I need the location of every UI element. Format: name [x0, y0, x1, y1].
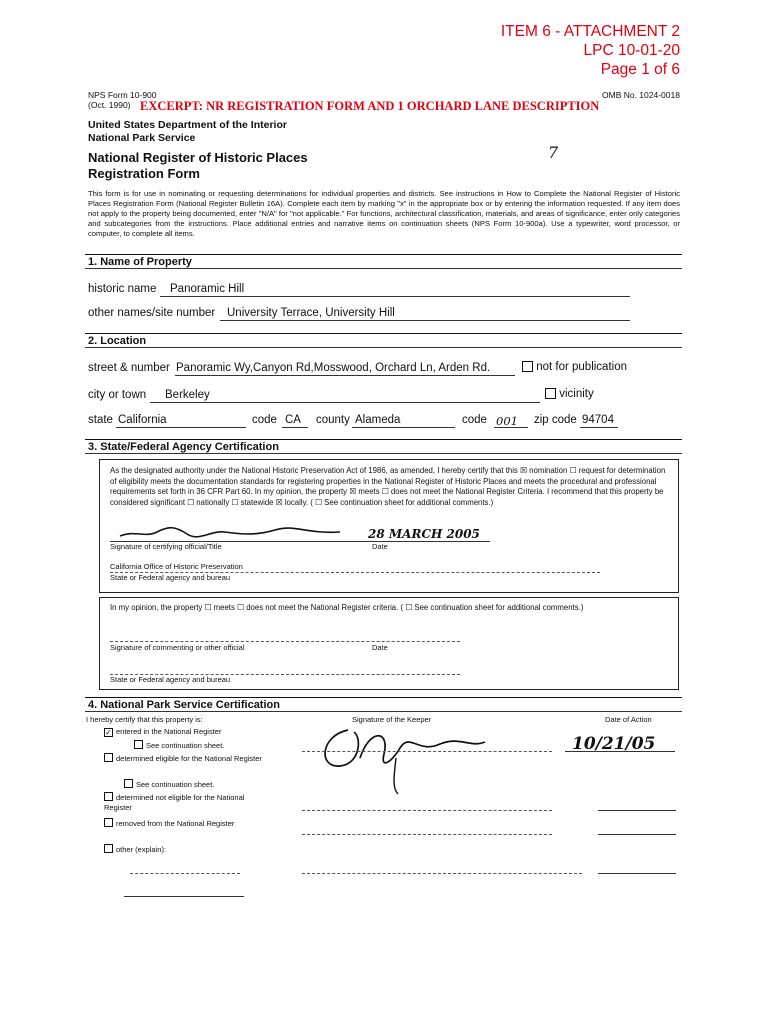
opinion-paragraph: In my opinion, the property ☐ meets ☐ does not meet the National Register criteria. ( ☐ See continuation sheet for additional comments.) — [110, 603, 584, 612]
street-value: Panoramic Wy,Canyon Rd,Mosswood, Orchard Ln, Arden Rd. — [176, 362, 491, 374]
section-rule — [85, 254, 682, 255]
vicinity-label: vicinity — [559, 388, 594, 400]
section3-title: 3. State/Federal Agency Certification — [88, 441, 279, 453]
county-code-label: code — [462, 414, 487, 426]
signature-label: Signature of certifying official/Title — [110, 542, 222, 551]
office-name: California Office of Historic Preservation — [110, 562, 243, 571]
attachment-item: ITEM 6 - ATTACHMENT 2 — [500, 23, 680, 40]
agency-block — [88, 119, 287, 145]
blank-line — [598, 834, 676, 835]
status-entered-checkbox[interactable]: ✓ — [105, 728, 112, 737]
state-value: California — [118, 414, 167, 426]
not-for-publication — [522, 361, 627, 373]
section-underline — [85, 453, 682, 454]
other-names-label: other names/site number — [88, 307, 216, 319]
city-label: city or town — [88, 389, 147, 401]
section-underline — [85, 347, 682, 348]
vicinity-checkbox[interactable] — [545, 388, 556, 399]
form-date: (Oct. 1990) — [88, 100, 131, 110]
blank-line — [598, 810, 676, 811]
state-label: state — [88, 414, 113, 426]
section-underline — [85, 711, 682, 712]
zip-value: 94704 — [582, 414, 614, 426]
status-continuation-2: See continuation sheet. — [104, 779, 264, 792]
historic-name-value: Panoramic Hill — [170, 283, 245, 295]
continuation-checkbox[interactable] — [124, 779, 133, 788]
status-not-eligible-checkbox[interactable] — [104, 792, 113, 801]
state-code-line — [282, 427, 308, 428]
section-rule — [85, 697, 682, 698]
corner-mark: 7 — [548, 143, 559, 162]
signature2-line — [110, 641, 460, 642]
street-label: street & number — [88, 362, 170, 374]
status-eligible-checkbox[interactable] — [104, 753, 113, 762]
historic-name-line — [160, 296, 630, 297]
attachment-header — [501, 22, 680, 79]
excerpt-banner: EXCERPT: NR REGISTRATION FORM AND 1 ORCHARD LANE DESCRIPTION — [140, 99, 600, 113]
omb-number: OMB No. 1024-0018 — [602, 90, 680, 100]
nps-status-list — [104, 727, 264, 857]
status-other-checkbox[interactable] — [104, 844, 113, 853]
vicinity — [545, 388, 594, 400]
section-underline — [85, 268, 682, 269]
section2-title: 2. Location — [88, 335, 147, 347]
keeper-label: Signature of the Keeper — [352, 715, 432, 724]
nps-certify-intro: I hereby certify that this property is: — [86, 715, 203, 724]
section-rule — [85, 439, 682, 440]
other-explain-line — [124, 896, 244, 897]
section4-title: 4. National Park Service Certification — [88, 699, 280, 711]
state-line — [116, 427, 246, 428]
not-for-publication-label: not for publication — [536, 361, 627, 373]
zip-label: zip code — [534, 414, 577, 426]
date-of-action-label: Date of Action — [605, 715, 652, 724]
county-code-line — [494, 427, 528, 428]
blank-line — [598, 873, 676, 874]
signature2-label: Signature of commenting or other official — [110, 643, 245, 652]
status-continuation-1: See continuation sheet. — [104, 740, 264, 753]
street-line — [175, 375, 515, 376]
other-explain-line — [130, 873, 240, 874]
continuation-checkbox[interactable] — [134, 740, 143, 749]
form-title-line2: Registration Form — [88, 166, 200, 181]
keeper-signature — [300, 718, 500, 798]
county-value: Alameda — [355, 414, 401, 426]
state-code-value: CA — [285, 414, 301, 426]
state-code-label: code — [252, 414, 277, 426]
blank-line — [302, 834, 552, 835]
city-value: Berkeley — [165, 389, 210, 401]
agency2-label: State or Federal agency and bureau — [110, 675, 231, 684]
section-rule — [85, 333, 682, 334]
county-label: county — [316, 414, 350, 426]
date2-label: Date — [372, 643, 388, 652]
keeper-line — [302, 751, 552, 752]
county-line — [352, 427, 455, 428]
department-name: United States Department of the Interior — [88, 119, 287, 131]
certification-paragraph: As the designated authority under the National Historic Preservation Act of 1986, as amended, I hereby certify that this ☒ nomination ☐ request for determination of eligibility meets the documentation standards for registering properties in the National Register of Historic Places and meets the procedural and professional requirements set forth in 36 CFR Part 60. In my opinion, the property ☒ meets ☐ does not meet the National Register Criteria. I recommend that this property be considered significant ☐ nationally ☐ statewide ☒ locally. ( ☐ See continuation sheet for additional comments.) — [110, 466, 666, 507]
date-label: Date — [372, 542, 388, 551]
service-name: National Park Service — [88, 132, 196, 144]
date-of-action-line — [565, 751, 675, 752]
section1-title: 1. Name of Property — [88, 256, 192, 268]
status-eligible: determined eligible for the National Register — [104, 753, 264, 779]
status-removed-checkbox[interactable] — [104, 818, 113, 827]
status-removed: removed from the National Register — [104, 818, 264, 844]
city-line — [150, 402, 540, 403]
attachment-page: Page 1 of 6 — [600, 61, 680, 78]
attachment-lpc: LPC 10-01-20 — [583, 42, 680, 59]
form-title-line1: National Register of Historic Places — [88, 150, 308, 165]
status-not-eligible: determined not eligible for the National Register — [104, 793, 245, 812]
county-code-value: 001 — [496, 414, 518, 428]
blank-line — [302, 810, 552, 811]
other-names-value: University Terrace, University Hill — [227, 307, 395, 319]
form-number: NPS Form 10-900 — [88, 90, 157, 100]
other-names-line — [220, 320, 630, 321]
status-other: other (explain): — [104, 844, 264, 857]
agency-label: State or Federal agency and bureau — [110, 573, 231, 582]
status-entered: ✓ entered in the National Register — [105, 727, 222, 737]
date-of-action-value: 10/21/05 — [572, 734, 656, 754]
certification-date: 28 MARCH 2005 — [368, 527, 480, 541]
instructions-paragraph: This form is for use in nominating or requesting determinations for individual properties and districts. See instructions in How to Complete the National Register of Historic Places Registration Form (National Register Bulletin 16A). Complete each item by marking "x" in the appropriate box or by entering the information requested. If any item does not apply to the property being documented, enter "N/A" for "not applicable." For functions, architectural classification, materials, and areas of significance, enter only categories and subcategories from the instructions. Place additional entries and narrative items on continuation sheets (NPS Form 10-900a). Use a typewriter, word processor, or computer, to complete all items. — [88, 189, 680, 238]
zip-line — [580, 427, 618, 428]
not-for-publication-checkbox[interactable] — [522, 361, 533, 372]
historic-name-label: historic name — [88, 283, 157, 295]
form-title — [88, 150, 308, 182]
blank-line — [302, 873, 582, 874]
